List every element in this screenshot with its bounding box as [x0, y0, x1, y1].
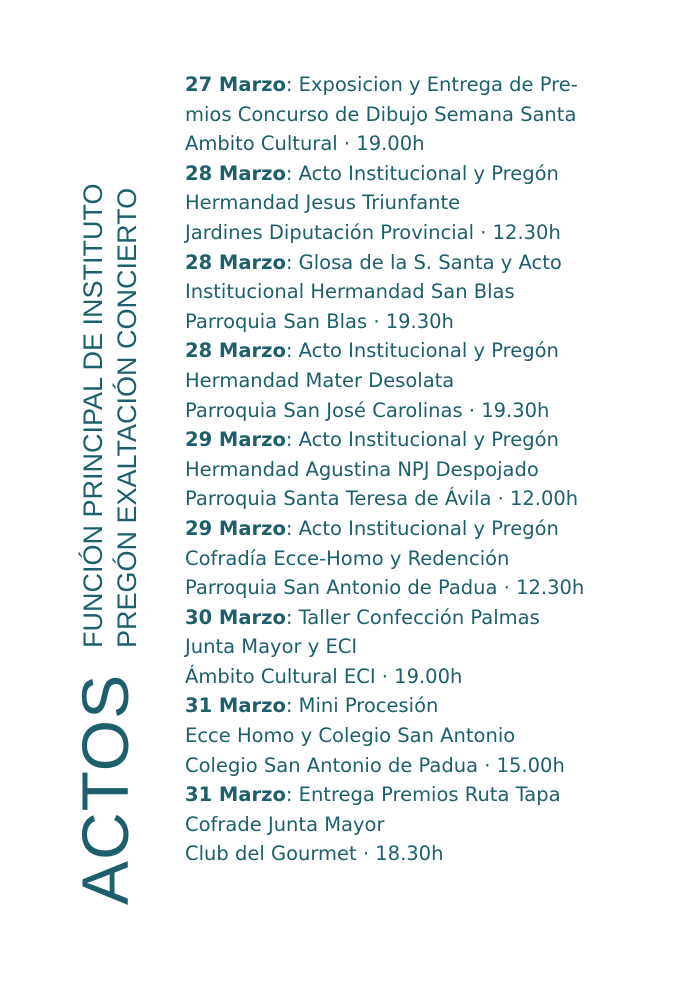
- event-date: 28 Marzo: [185, 250, 286, 274]
- event-item: [185, 691, 675, 780]
- event-title: : Entrega Premios Ruta Tapa: [285, 783, 561, 807]
- event-heading: [185, 248, 675, 278]
- event-date: 28 Marzo: [185, 161, 286, 185]
- event-title: : Mini Procesión: [285, 694, 439, 718]
- event-detail: Hermandad Mater Desolata: [185, 368, 455, 392]
- event-detail: Hermandad Jesus Triunfante: [185, 191, 461, 215]
- side-banner: [0, 0, 180, 981]
- actos-title: ACTOS: [68, 673, 142, 905]
- event-date: 30 Marzo: [185, 605, 286, 629]
- event-detail: Institucional Hermandad San Blas: [185, 280, 515, 304]
- event-item: [185, 248, 675, 337]
- event-detail: Cofradía Ecce-Homo y Redención: [185, 546, 510, 570]
- event-date: 31 Marzo: [185, 783, 286, 807]
- event-item: [185, 70, 675, 159]
- event-item: [185, 159, 675, 248]
- event-location-time: Parroquia San Antonio de Padua · 12.30h: [185, 576, 585, 600]
- subtitle-pregon-exaltacion: PREGÓN EXALTACIÓN CONCIERTO: [112, 187, 142, 648]
- event-heading: [185, 425, 675, 455]
- event-location-time: Parroquia Santa Teresa de Ávila · 12.00h: [185, 487, 579, 511]
- event-heading: [185, 691, 675, 721]
- event-location-time: Jardines Diputación Provincial · 12.30h: [185, 220, 561, 244]
- event-detail: mios Concurso de Dibujo Semana Santa: [185, 102, 577, 126]
- event-heading: [185, 159, 675, 189]
- event-title: : Acto Institucional y Pregón: [285, 339, 559, 363]
- event-item: [185, 603, 675, 692]
- event-item: [185, 336, 675, 425]
- event-item: [185, 780, 675, 869]
- event-title: : Acto Institucional y Pregón: [285, 428, 559, 452]
- event-location-time: Ámbito Cultural ECI · 19.00h: [185, 664, 463, 688]
- event-location-time: Parroquia San José Carolinas · 19.30h: [185, 398, 550, 422]
- event-location-time: Parroquia San Blas · 19.30h: [185, 309, 454, 333]
- event-location-time: Colegio San Antonio de Padua · 15.00h: [185, 753, 565, 777]
- event-heading: [185, 514, 675, 544]
- event-item: [185, 425, 675, 514]
- event-heading: [185, 780, 675, 810]
- event-title: : Exposicion y Entrega de Pre-: [285, 73, 578, 96]
- event-location-time: Ambito Cultural · 19.00h: [185, 132, 425, 156]
- event-location-time: Club del Gourmet · 18.30h: [185, 842, 444, 866]
- event-item: [185, 514, 675, 603]
- event-heading: [185, 336, 675, 366]
- event-date: 29 Marzo: [185, 516, 286, 540]
- event-title: : Acto Institucional y Pregón: [285, 161, 559, 185]
- event-date: 28 Marzo: [185, 339, 286, 363]
- event-heading: [185, 603, 675, 633]
- event-detail: Cofrade Junta Mayor: [185, 812, 385, 836]
- event-title: : Taller Confección Palmas: [285, 605, 540, 629]
- event-detail: Junta Mayor y ECI: [185, 635, 358, 659]
- event-detail: Hermandad Agustina NPJ Despojado: [185, 457, 539, 481]
- event-date: 27 Marzo: [185, 73, 286, 96]
- event-heading: [185, 70, 675, 100]
- events-list: [185, 70, 675, 869]
- event-title: : Acto Institucional y Pregón: [285, 516, 559, 540]
- event-detail: Ecce Homo y Colegio San Antonio: [185, 724, 516, 748]
- event-date: 29 Marzo: [185, 428, 286, 452]
- subtitle-funcion-principal: FUNCIÓN PRINCIPAL DE INSTITUTO: [78, 183, 108, 648]
- event-date: 31 Marzo: [185, 694, 286, 718]
- event-title: : Glosa de la S. Santa y Acto: [285, 250, 562, 274]
